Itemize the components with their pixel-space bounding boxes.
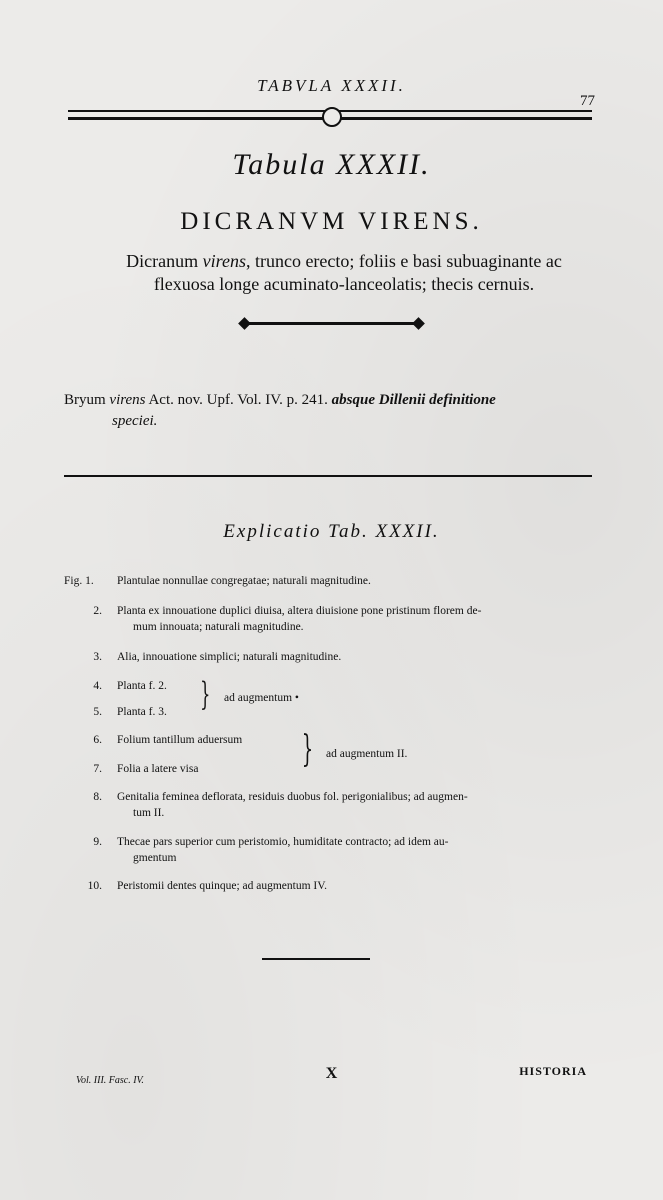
figure-number: Fig. 1. [64, 575, 94, 587]
synonym-reference [64, 390, 604, 432]
brace-label-1: ad augmentum • [224, 692, 299, 704]
gathering-signature: X [325, 1065, 338, 1082]
figure-entry-10 [0, 879, 663, 895]
figure-text: Folia a latere visa [117, 763, 199, 775]
figure-entry-1 [0, 574, 663, 590]
section-divider [64, 475, 592, 477]
rule-end-dot-right-icon [412, 317, 425, 330]
figure-entry-7 [0, 762, 663, 778]
figure-number: 10. [87, 880, 102, 892]
running-head: TABVLA XXXII. [257, 76, 406, 95]
figure-number: 9. [93, 836, 102, 848]
species-name: DICRANVM VIRENS. [180, 208, 483, 235]
figure-text-cont: gmentum [133, 852, 177, 864]
figure-text: Planta f. 3. [117, 706, 167, 718]
figure-number: 4. [93, 680, 102, 692]
synonym-citation: Act. nov. Upf. Vol. IV. p. 241. [145, 392, 332, 408]
figure-entry-5 [0, 705, 663, 721]
figure-text: Planta f. 2. [117, 680, 167, 692]
figure-entry-3 [0, 650, 663, 666]
figure-text: Planta ex innouatione duplici diuisa, altera diuisione pone pristinum florem de- [117, 605, 482, 617]
figure-entry-9 [0, 835, 663, 867]
plate-label: Tabula XXXII. [232, 148, 431, 181]
diagnosis-genus: Dicranum [126, 251, 203, 271]
figure-text-cont: tum II. [133, 807, 165, 819]
figure-text: Alia, innouatione simplici; naturali magnitudine. [117, 651, 342, 663]
figure-text: Genitalia feminea deflorata, residuis duobus fol. perigonialibus; ad augmen- [117, 791, 468, 803]
synonym-note-cont: speciei. [112, 413, 158, 429]
closing-rule [262, 958, 370, 960]
header-ornament-icon [322, 107, 342, 127]
figure-entry-4 [0, 679, 663, 695]
brace-icon: } [200, 675, 211, 713]
brace-icon: } [301, 729, 314, 770]
figure-number: 2. [93, 605, 102, 617]
figure-text: Thecae pars superior cum peristomio, humiditate contracto; ad idem au- [117, 836, 449, 848]
diagnosis-epithet: virens [202, 251, 246, 271]
figure-text-cont: mum innouata; naturali magnitudine. [133, 621, 304, 633]
figure-text: Folium tantillum aduersum [117, 734, 243, 746]
figure-number: 6. [93, 734, 102, 746]
synonym-epithet: virens [109, 392, 146, 408]
diagnosis-text-2: flexuosa longe acuminato-lanceolatis; thecis cernuis. [153, 274, 535, 294]
figure-number: 3. [93, 651, 102, 663]
figure-number: 7. [93, 763, 102, 775]
figure-entry-8 [0, 790, 663, 822]
catchword: HISTORIA [519, 1064, 587, 1078]
synonym-note: absque Dillenii definitione [331, 392, 496, 408]
diagnosis-rule [244, 322, 418, 325]
brace-label-2: ad augmentum II. [326, 748, 408, 760]
figure-entry-2 [0, 604, 663, 636]
figure-text: Peristomii dentes quinque; ad augmentum IV. [117, 880, 327, 892]
volume-signature: Vol. III. Fasc. IV. [76, 1075, 144, 1086]
figure-text: Plantulae nonnullae congregatae; naturali magnitudine. [117, 575, 371, 587]
explicatio-title: Explicatio Tab. XXXII. [223, 521, 440, 542]
rule-end-dot-left-icon [238, 317, 251, 330]
diagnosis-text-1: , trunco erecto; foliis e basi subuaginante ac [245, 251, 562, 271]
species-diagnosis [64, 250, 624, 296]
figure-number: 5. [93, 706, 102, 718]
page-number: 77 [580, 93, 595, 109]
figure-number: 8. [93, 791, 102, 803]
synonym-genus: Bryum [64, 392, 110, 408]
